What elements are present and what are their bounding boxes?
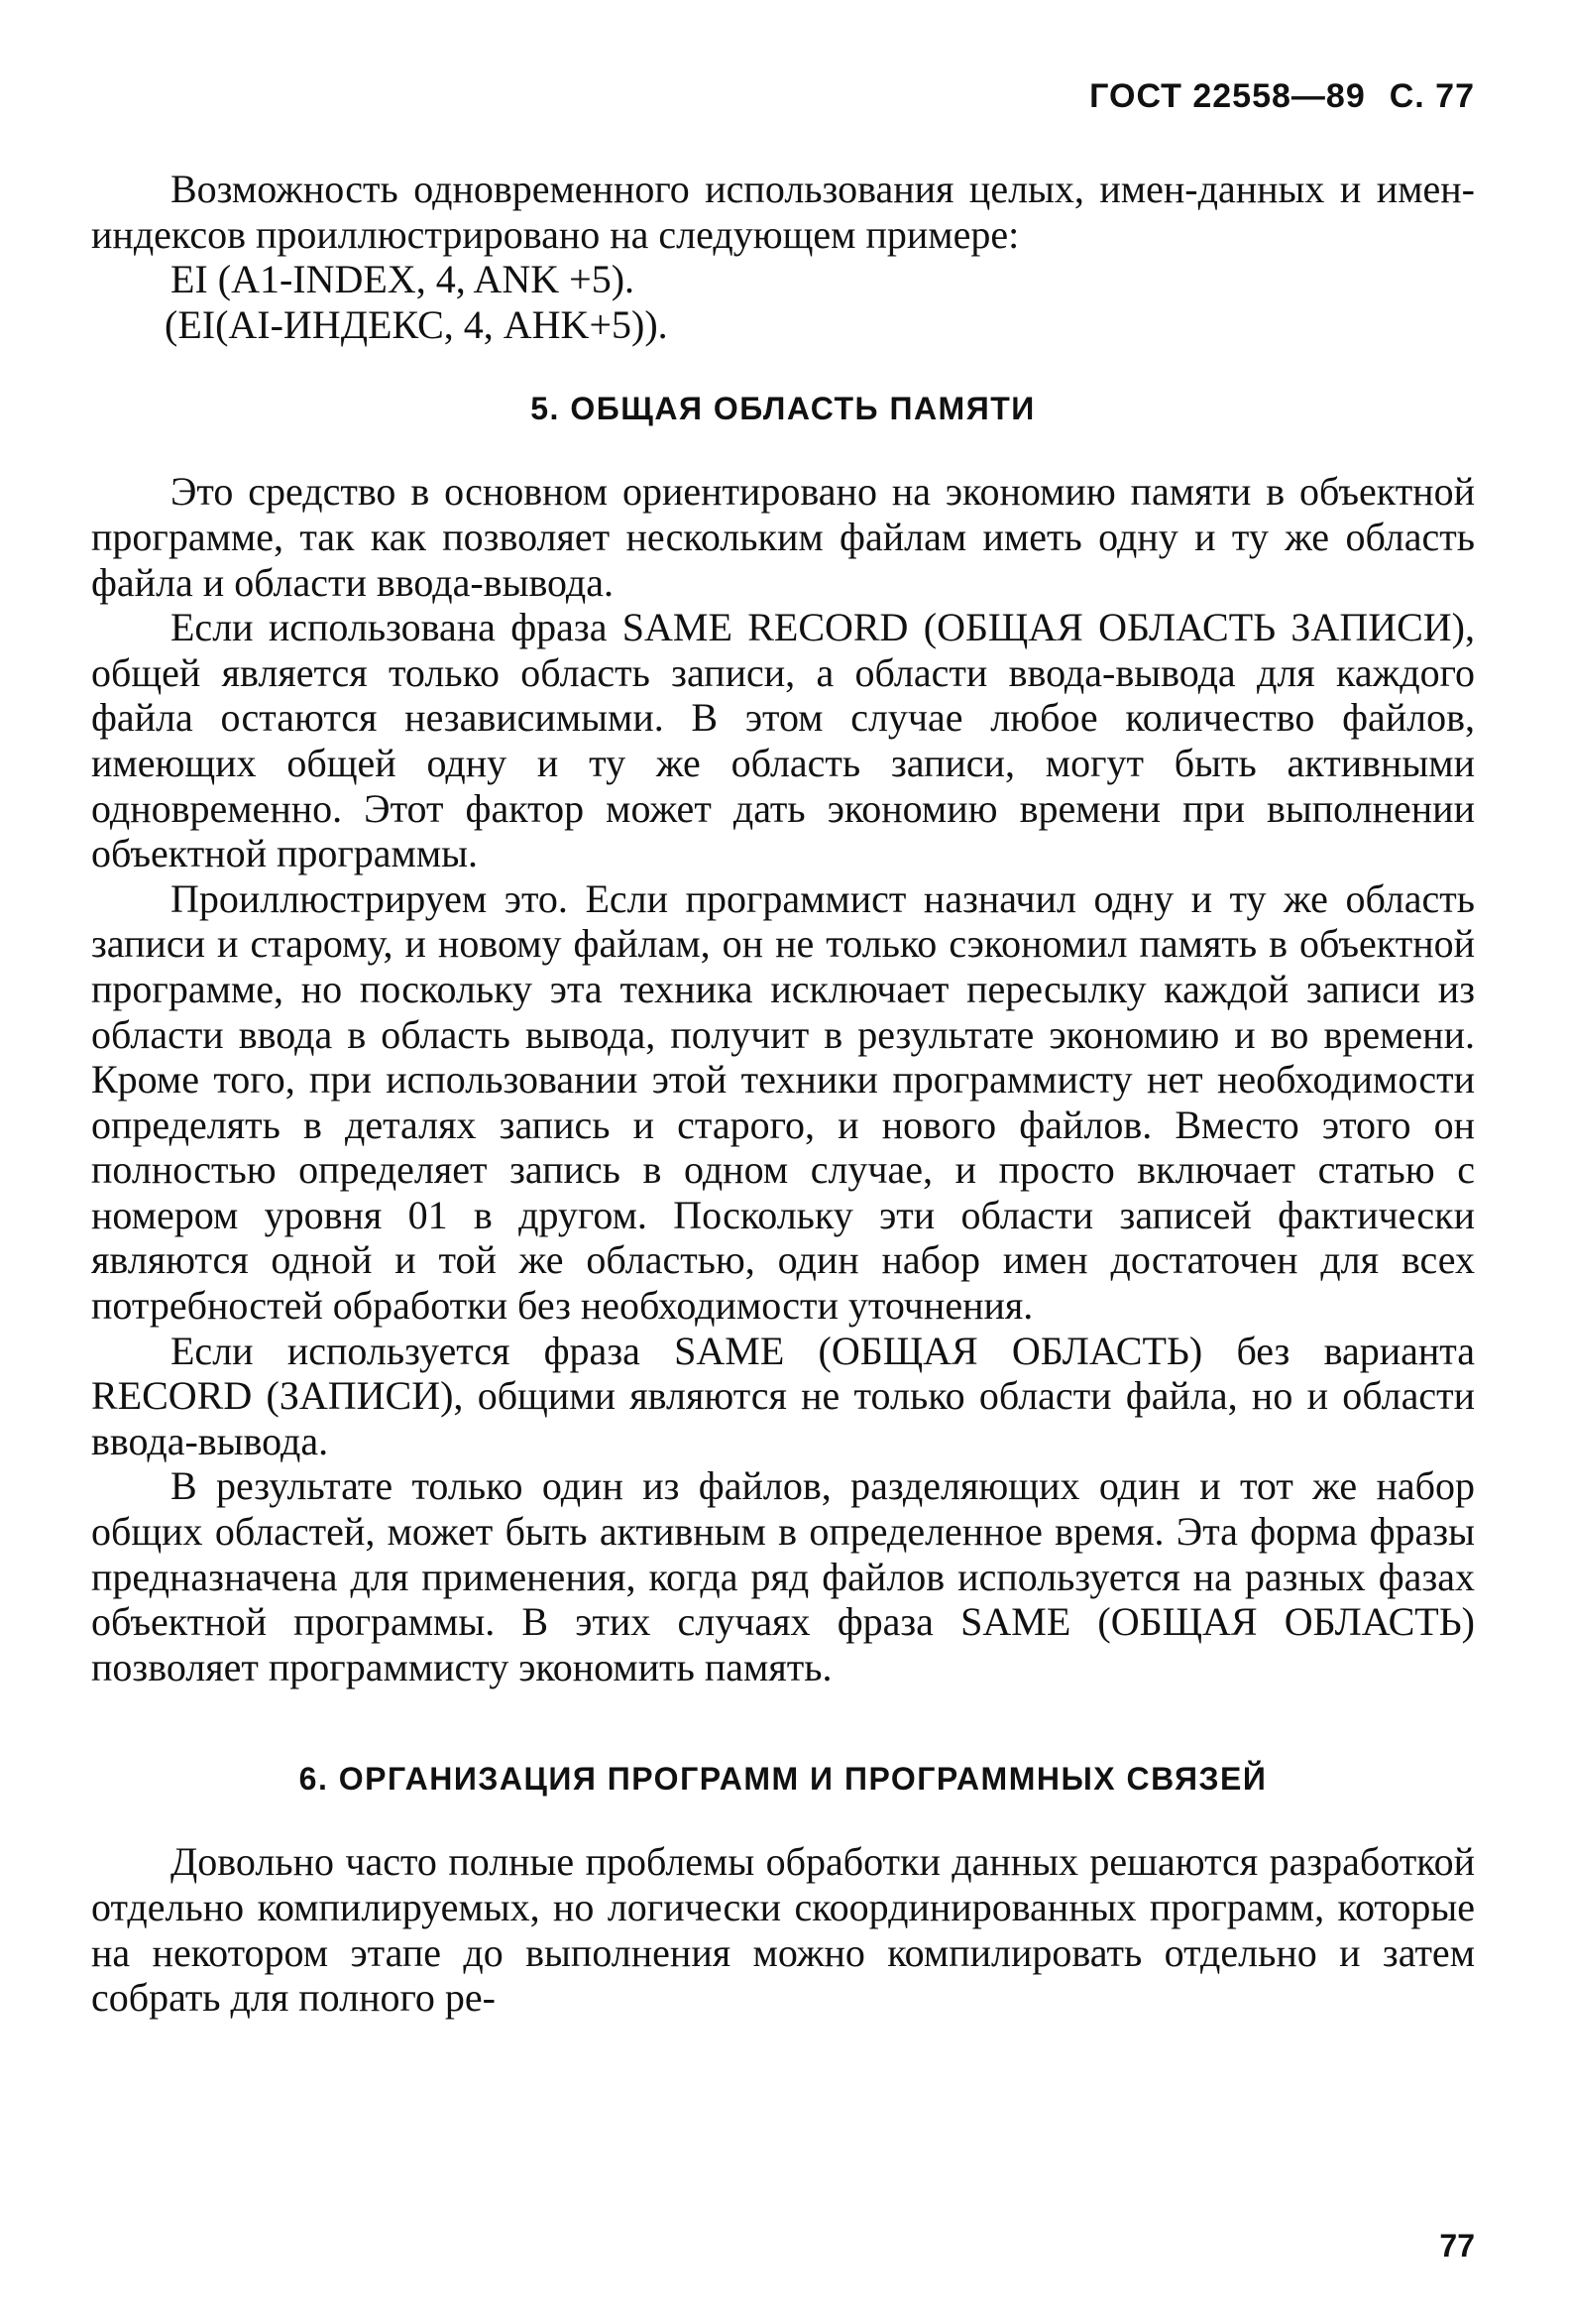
page-number: 77 [1439,2228,1475,2264]
section-5-paragraph: Проиллюстрируем это. Если программист назначил одну и ту же область записи и старому, и новому файлам, он не только сэкономил память в объектной программе, но поскольку эта техника исключает пересылку каждой записи из области ввода в область вывода, получит в результате экономию и во времени. Кроме того, при использовании этой техники программисту нет необходимости определять в деталях запись и старого, и нового файлов. Вместо этого он полностью определяет запись в одном случае, и просто включает статью с номером уровня 01 в другом. Поскольку эти области записей фактически являются одной и той же областью, один набор имен достаточен для всех потребностей обработки без необходимости уточнения. [91,875,1475,1329]
intro-paragraph: Возможность одновременного использования целых, имен-данных и имен-индексов проиллюстрировано на следующем примере: [91,167,1475,257]
section-6-paragraph: Довольно часто полные проблемы обработки данных решаются разработкой отдельно компилируемых, но логически скоординированных программ, которые на некотором этапе до выполнения можно компилировать отдельно и затем собрать для полного ре- [91,1839,1475,2021]
section-5-paragraph: Это средство в основном ориентировано на экономию памяти в объектной программе, так как позволяет нескольким файлам иметь одну и ту же область файла и области ввода-вывода. [91,469,1475,605]
section-5-paragraph: Если используется фраза SAME (ОБЩАЯ ОБЛАСТЬ) без варианта RECORD (ЗАПИСИ), общими являются не только области файла, но и области ввода-вывода. [91,1328,1475,1463]
page-reference: С. 77 [1389,77,1475,115]
section-5-paragraph: Если использована фраза SAME RECORD (ОБЩАЯ ОБЛАСТЬ ЗАПИСИ), общей является только область записи, а области ввода-вывода для каждого файла остаются независимыми. В этом случае любое количество файлов, имеющих общей одну и ту же область записи, могут быть активными одновременно. Этот фактор может дать экономию времени при выполнении объектной программы. [91,605,1475,876]
example-code-en: EI (A1-INDEX, 4, ANK +5). [170,257,635,302]
running-header [1089,77,1475,116]
section-5-heading: 5. ОБЩАЯ ОБЛАСТЬ ПАМЯТИ [530,391,1036,427]
example-code-ru: (EI(AI-ИНДЕКС, 4, AHK+5)). [165,301,668,347]
standard-number: ГОСТ 22558—89 [1089,77,1366,115]
page-content [91,167,1475,2021]
section-5-paragraph: В результате только один из файлов, разделяющих один и тот же набор общих областей, может быть активным в определенное время. Эта форма фразы предназначена для применения, когда ряд файлов используется на разных фазах объектной программы. В этих случаях фраза SAME (ОБЩАЯ ОБЛАСТЬ) позволяет программисту экономить память. [91,1463,1475,1689]
section-6-heading: 6. ОРГАНИЗАЦИЯ ПРОГРАММ И ПРОГРАММНЫХ СВЯЗЕЙ [298,1761,1268,1798]
